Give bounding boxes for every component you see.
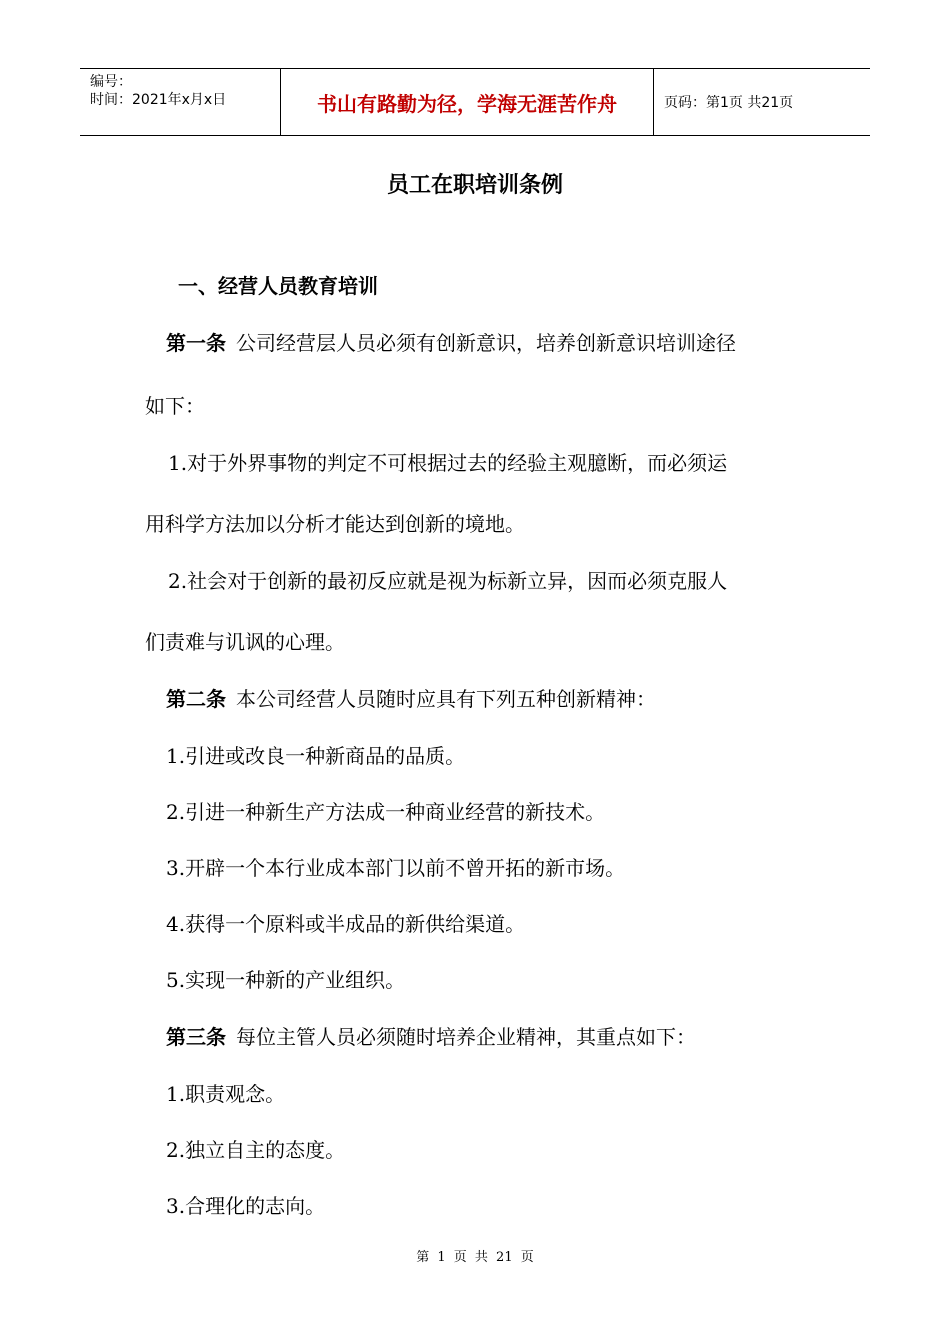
list-item: 2.独立自主的态度。 — [166, 1138, 346, 1162]
page-header — [80, 68, 870, 136]
page-footer: 第 1 页 共 21 页 — [416, 1250, 534, 1265]
article-label: 第一条 — [166, 331, 226, 355]
list-item: 1.职责观念。 — [166, 1082, 286, 1106]
article-3 — [166, 1021, 696, 1050]
header-time: 时间：2021年x月x日 — [90, 92, 227, 108]
header-meta — [80, 69, 281, 135]
list-item: 5.实现一种新的产业组织。 — [166, 968, 406, 992]
article-1-line-2: 如下： — [145, 394, 205, 418]
item-1-2-line-1: 2.社会对于创新的最初反应就是视为标新立异，因而必须克服人 — [168, 569, 728, 593]
list-item: 3.合理化的志向。 — [166, 1194, 326, 1218]
article-text: 公司经营层人员必须有创新意识，培养创新意识培训途径 — [236, 331, 736, 355]
article-label: 第二条 — [166, 687, 226, 711]
article-1-line-1 — [166, 327, 736, 356]
list-item: 3.开辟一个本行业成本部门以前不曾开拓的新市场。 — [166, 856, 626, 880]
list-item: 1.引进或改良一种新商品的品质。 — [166, 744, 466, 768]
article-text: 每位主管人员必须随时培养企业精神，其重点如下： — [236, 1025, 696, 1049]
header-motto: 书山有路勤为径，学海无涯苦作舟 — [281, 69, 654, 135]
article-label: 第三条 — [166, 1025, 226, 1049]
section-heading: 一、经营人员教育培训 — [178, 274, 378, 298]
item-1-1-line-1: 1.对于外界事物的判定不可根据过去的经验主观臆断，而必须运 — [168, 451, 728, 475]
item-1-2-line-2: 们责难与讥讽的心理。 — [145, 630, 345, 654]
item-1-1-line-2: 用科学方法加以分析才能达到创新的境地。 — [145, 512, 525, 536]
list-item: 4.获得一个原料或半成品的新供给渠道。 — [166, 912, 526, 936]
header-number: 编号： — [90, 74, 132, 90]
article-2 — [166, 683, 656, 712]
header-page-info: 页码：第1页 共21页 — [664, 95, 794, 111]
list-item: 2.引进一种新生产方法成一种商业经营的新技术。 — [166, 800, 606, 824]
article-text: 本公司经营人员随时应具有下列五种创新精神： — [236, 687, 656, 711]
document-title: 员工在职培训条例 — [386, 173, 563, 198]
